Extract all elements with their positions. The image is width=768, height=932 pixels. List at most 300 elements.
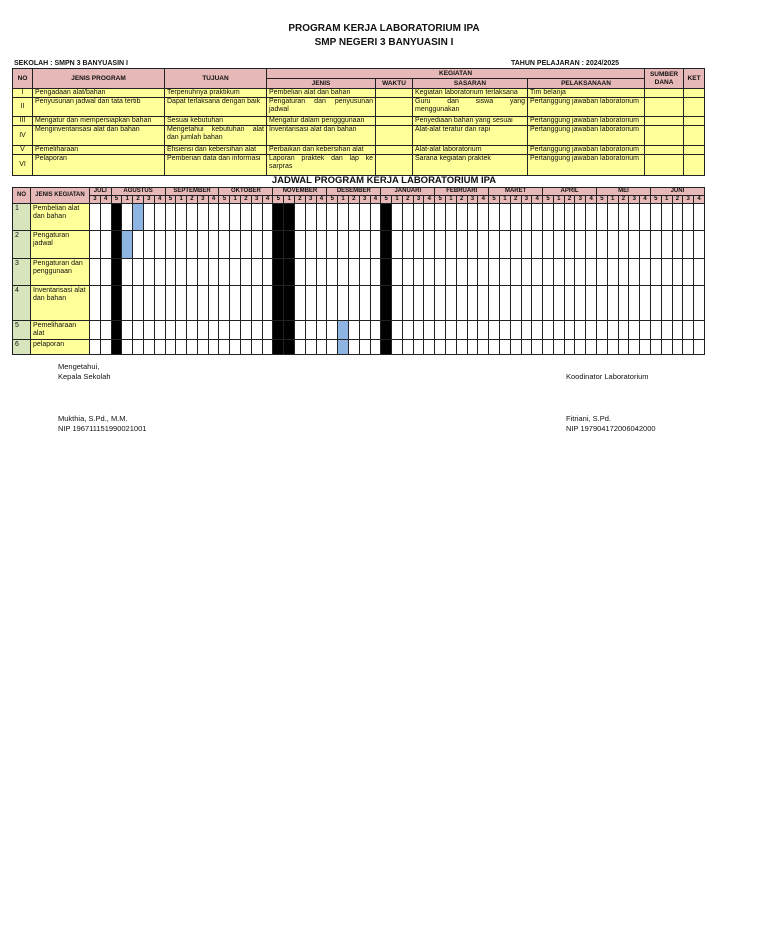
week-cell <box>133 259 144 286</box>
week-cell <box>650 204 661 231</box>
month-januari: JANUARI <box>381 188 435 196</box>
week-cell <box>154 286 165 321</box>
week-cell <box>629 204 640 231</box>
week-cell <box>629 321 640 340</box>
week-cell <box>661 231 672 259</box>
week-cell <box>154 204 165 231</box>
koordinator-label: Koodinator Laboratorium <box>566 372 649 381</box>
week-cell <box>262 204 273 231</box>
week-cell <box>348 259 359 286</box>
week-cell <box>618 321 629 340</box>
month-november: NOVEMBER <box>273 188 327 196</box>
week-cell <box>413 259 424 286</box>
doc-subtitle: SMP NEGERI 3 BANYUASIN I <box>314 37 454 48</box>
week-label: 1 <box>392 196 403 204</box>
week-cell <box>327 321 338 340</box>
week-cell <box>510 286 521 321</box>
week-cell <box>446 259 457 286</box>
week-cell <box>683 286 694 321</box>
schedule-row <box>13 286 705 321</box>
week-cell <box>305 340 316 355</box>
week-label: 5 <box>650 196 661 204</box>
month-april: APRIL <box>543 188 597 196</box>
week-cell <box>661 321 672 340</box>
week-cell <box>413 321 424 340</box>
year-label: TAHUN PELAJARAN : 2024/2025 <box>511 60 620 67</box>
week-cell <box>499 286 510 321</box>
week-cell <box>338 231 349 259</box>
week-cell <box>694 259 705 286</box>
cell-jenis: Laporan praktek dan lap ke sarpras <box>267 155 376 176</box>
cell-sumber-dana <box>645 155 684 176</box>
week-cell <box>586 259 597 286</box>
week-cell <box>208 204 219 231</box>
week-label: 1 <box>230 196 241 204</box>
cell-pelaksanaan: Tim belanja <box>528 89 645 98</box>
cell-jenis-program: Menginventarisasi alat dan bahan <box>33 126 165 146</box>
week-cell <box>650 340 661 355</box>
week-cell <box>478 231 489 259</box>
week-cell <box>640 286 651 321</box>
row-no: 5 <box>13 321 31 340</box>
week-cell <box>262 259 273 286</box>
week-cell <box>100 204 111 231</box>
header-no: NO <box>13 69 33 89</box>
week-cell <box>370 231 381 259</box>
week-cell <box>413 286 424 321</box>
week-cell <box>90 321 101 340</box>
month-juli: JULI <box>90 188 112 196</box>
week-cell <box>402 204 413 231</box>
cell-tujuan: Efisiensi dan kebersihan alat <box>165 146 267 155</box>
week-label: 4 <box>424 196 435 204</box>
week-label: 5 <box>597 196 608 204</box>
week-cell <box>521 321 532 340</box>
week-cell <box>305 204 316 231</box>
week-cell <box>446 204 457 231</box>
week-cell <box>187 204 198 231</box>
week-label: 3 <box>197 196 208 204</box>
week-cell <box>489 321 500 340</box>
week-cell <box>100 340 111 355</box>
week-cell <box>629 286 640 321</box>
header-jenis: JENIS <box>267 79 376 89</box>
cell-no: V <box>13 146 33 155</box>
week-cell <box>100 259 111 286</box>
week-cell <box>122 259 133 286</box>
week-cell <box>348 204 359 231</box>
week-cell <box>661 259 672 286</box>
week-cell <box>456 286 467 321</box>
week-cell <box>262 231 273 259</box>
week-cell <box>683 340 694 355</box>
month-mei: MEI <box>597 188 651 196</box>
holiday-cell <box>111 231 122 259</box>
header-pelaksanaan: PELAKSANAAN <box>528 79 645 89</box>
cell-sasaran: Alat-alat laboratorium <box>413 146 528 155</box>
week-cell <box>467 231 478 259</box>
week-cell <box>694 321 705 340</box>
week-cell <box>241 340 252 355</box>
week-label: 1 <box>553 196 564 204</box>
week-cell <box>489 231 500 259</box>
week-cell <box>241 231 252 259</box>
week-label: 3 <box>251 196 262 204</box>
week-cell <box>241 286 252 321</box>
week-cell <box>553 259 564 286</box>
header-jenis-program: JENIS PROGRAM <box>33 69 165 89</box>
week-cell <box>456 259 467 286</box>
week-label: 3 <box>575 196 586 204</box>
jadwal-title: JADWAL PROGRAM KERJA LABORATORIUM IPA <box>271 175 497 186</box>
week-label: 2 <box>672 196 683 204</box>
signature-left <box>58 362 146 434</box>
week-cell <box>564 259 575 286</box>
week-cell <box>564 340 575 355</box>
week-cell <box>597 340 608 355</box>
week-cell <box>456 340 467 355</box>
week-cell <box>586 340 597 355</box>
cell-jenis: Mengatur dalam pengggunaan <box>267 117 376 126</box>
week-cell <box>122 204 133 231</box>
holiday-cell <box>381 321 392 340</box>
week-cell <box>316 231 327 259</box>
week-label: 2 <box>618 196 629 204</box>
cell-ket <box>684 126 705 146</box>
week-cell <box>327 259 338 286</box>
week-label: 1 <box>176 196 187 204</box>
week-cell <box>402 259 413 286</box>
week-cell <box>424 340 435 355</box>
week-cell <box>90 340 101 355</box>
week-cell <box>607 231 618 259</box>
week-cell <box>90 204 101 231</box>
cell-waktu <box>376 126 413 146</box>
month-header-row <box>13 188 705 196</box>
cell-waktu <box>376 117 413 126</box>
week-cell <box>402 231 413 259</box>
week-label: 4 <box>478 196 489 204</box>
week-cell <box>143 204 154 231</box>
week-cell <box>143 340 154 355</box>
week-cell <box>564 286 575 321</box>
week-cell <box>629 231 640 259</box>
header-tujuan: TUJUAN <box>165 69 267 89</box>
week-cell <box>521 340 532 355</box>
week-cell <box>413 204 424 231</box>
week-cell <box>197 340 208 355</box>
week-cell <box>575 259 586 286</box>
holiday-cell <box>284 231 295 259</box>
week-cell <box>359 340 370 355</box>
cell-waktu <box>376 155 413 176</box>
week-cell <box>295 340 306 355</box>
week-cell <box>197 231 208 259</box>
week-cell <box>187 340 198 355</box>
week-cell <box>370 286 381 321</box>
cell-pelaksanaan: Pertanggung jawaban laboratorium <box>528 98 645 117</box>
week-cell <box>650 321 661 340</box>
week-cell <box>543 286 554 321</box>
week-cell <box>467 286 478 321</box>
week-cell <box>510 231 521 259</box>
week-cell <box>424 259 435 286</box>
cell-sasaran: Penyediaan bahan yang sesuai <box>413 117 528 126</box>
week-label: 5 <box>219 196 230 204</box>
week-cell <box>305 321 316 340</box>
week-cell <box>413 231 424 259</box>
week-cell <box>597 231 608 259</box>
week-label: 2 <box>348 196 359 204</box>
week-cell <box>316 321 327 340</box>
cell-jenis: Perbaikan dan kebersihan alat <box>267 146 376 155</box>
week-cell <box>694 340 705 355</box>
week-cell <box>661 286 672 321</box>
week-cell <box>435 286 446 321</box>
week-cell <box>251 259 262 286</box>
doc-title: PROGRAM KERJA LABORATORIUM IPA <box>288 23 480 34</box>
row-no: 2 <box>13 231 31 259</box>
cell-jenis-program: Penyusunan jadwal dan tata tertib <box>33 98 165 117</box>
cell-no: IV <box>13 126 33 146</box>
schedule-row <box>13 340 705 355</box>
week-label: 4 <box>640 196 651 204</box>
week-label: 2 <box>295 196 306 204</box>
cell-sasaran: Alat-alat teratur dan rapi <box>413 126 528 146</box>
schedule-row <box>13 259 705 286</box>
holiday-cell <box>111 259 122 286</box>
week-cell <box>435 204 446 231</box>
row-kegiatan: Inventarisasi alat dan bahan <box>31 286 90 321</box>
week-cell <box>499 259 510 286</box>
week-cell <box>392 340 403 355</box>
week-cell <box>456 321 467 340</box>
cell-sasaran: Kegiatan laboratorium terlaksana <box>413 89 528 98</box>
cell-sumber-dana <box>645 117 684 126</box>
week-cell <box>176 340 187 355</box>
week-cell <box>575 204 586 231</box>
week-cell <box>564 204 575 231</box>
week-cell <box>597 259 608 286</box>
week-cell <box>143 321 154 340</box>
week-label: 5 <box>489 196 500 204</box>
week-cell <box>154 259 165 286</box>
week-cell <box>230 340 241 355</box>
cell-ket <box>684 89 705 98</box>
week-cell <box>338 259 349 286</box>
week-cell <box>133 286 144 321</box>
week-cell <box>133 340 144 355</box>
week-cell <box>338 286 349 321</box>
week-cell <box>100 286 111 321</box>
week-cell <box>262 286 273 321</box>
week-cell <box>499 231 510 259</box>
program-row <box>13 126 705 146</box>
schedule-row <box>13 231 705 259</box>
week-cell <box>424 286 435 321</box>
week-cell <box>586 231 597 259</box>
program-row <box>13 89 705 98</box>
week-cell <box>510 321 521 340</box>
week-cell <box>467 321 478 340</box>
week-cell <box>607 259 618 286</box>
cell-jenis: Pembelian alat dan bahan <box>267 89 376 98</box>
week-cell <box>143 231 154 259</box>
week-label: 3 <box>413 196 424 204</box>
week-cell <box>543 321 554 340</box>
week-cell <box>607 204 618 231</box>
week-cell <box>241 321 252 340</box>
week-label: 4 <box>316 196 327 204</box>
week-cell <box>672 286 683 321</box>
week-cell <box>402 340 413 355</box>
week-header-row <box>13 196 705 204</box>
week-cell <box>435 231 446 259</box>
cell-no: II <box>13 98 33 117</box>
week-cell <box>359 259 370 286</box>
week-cell <box>230 231 241 259</box>
week-cell <box>165 204 176 231</box>
week-label: 4 <box>100 196 111 204</box>
month-agustus: AGUSTUS <box>111 188 165 196</box>
week-cell <box>316 259 327 286</box>
week-label: 5 <box>381 196 392 204</box>
week-cell <box>694 231 705 259</box>
cell-waktu <box>376 89 413 98</box>
week-label: 4 <box>262 196 273 204</box>
week-cell <box>165 231 176 259</box>
holiday-cell <box>111 321 122 340</box>
week-cell <box>241 204 252 231</box>
week-label: 5 <box>327 196 338 204</box>
week-cell <box>553 204 564 231</box>
week-cell <box>446 321 457 340</box>
week-label: 1 <box>284 196 295 204</box>
week-cell <box>499 321 510 340</box>
row-kegiatan: pelaporan <box>31 340 90 355</box>
cell-sasaran: Sarana kegiatan praktek <box>413 155 528 176</box>
school-label: SEKOLAH : SMPN 3 BANYUASIN I <box>14 60 128 67</box>
week-cell <box>629 259 640 286</box>
cell-no: VI <box>13 155 33 176</box>
principal-nip: NIP 196711151990021001 <box>58 424 147 433</box>
holiday-cell <box>284 286 295 321</box>
week-label: 4 <box>154 196 165 204</box>
week-cell <box>683 231 694 259</box>
week-cell <box>348 286 359 321</box>
header-kegiatan: KEGIATAN <box>267 69 645 79</box>
cell-jenis-program: Pelaporan <box>33 155 165 176</box>
week-cell <box>392 286 403 321</box>
week-cell <box>672 259 683 286</box>
week-cell <box>575 340 586 355</box>
week-cell <box>532 286 543 321</box>
week-cell <box>478 340 489 355</box>
row-no: 6 <box>13 340 31 355</box>
week-cell <box>165 340 176 355</box>
week-cell <box>521 204 532 231</box>
week-cell <box>564 231 575 259</box>
week-cell <box>348 340 359 355</box>
month-juni: JUNI <box>650 188 704 196</box>
week-cell <box>219 340 230 355</box>
week-cell <box>90 231 101 259</box>
week-cell <box>435 340 446 355</box>
week-cell <box>392 231 403 259</box>
week-cell <box>640 340 651 355</box>
week-label: 2 <box>456 196 467 204</box>
week-label: 5 <box>111 196 122 204</box>
week-cell <box>251 286 262 321</box>
week-cell <box>327 286 338 321</box>
week-cell <box>295 259 306 286</box>
week-cell <box>359 231 370 259</box>
week-cell <box>683 259 694 286</box>
week-cell <box>305 286 316 321</box>
week-cell <box>187 321 198 340</box>
week-cell <box>640 231 651 259</box>
week-cell <box>251 340 262 355</box>
week-cell <box>467 259 478 286</box>
week-cell <box>295 204 306 231</box>
week-label: 1 <box>607 196 618 204</box>
week-cell <box>176 321 187 340</box>
week-label: 4 <box>694 196 705 204</box>
week-label: 2 <box>241 196 252 204</box>
cell-tujuan: Pemberian data dan informasi <box>165 155 267 176</box>
week-cell <box>187 259 198 286</box>
week-cell <box>392 321 403 340</box>
week-cell <box>402 286 413 321</box>
week-cell <box>543 340 554 355</box>
week-cell <box>575 321 586 340</box>
week-label: 3 <box>629 196 640 204</box>
header-jenis-kegiatan: JENIS KEGIATAN <box>31 188 90 204</box>
holiday-cell <box>111 204 122 231</box>
week-label: 2 <box>564 196 575 204</box>
week-cell <box>532 259 543 286</box>
month-desember: DESEMBER <box>327 188 381 196</box>
week-cell <box>446 340 457 355</box>
cell-tujuan: Sesuai kebutuhan <box>165 117 267 126</box>
week-cell <box>165 321 176 340</box>
week-label: 3 <box>683 196 694 204</box>
week-label: 4 <box>586 196 597 204</box>
row-kegiatan: Pembelian alat dan bahan <box>31 204 90 231</box>
week-cell <box>467 204 478 231</box>
week-cell <box>219 259 230 286</box>
week-cell <box>553 340 564 355</box>
row-no: 3 <box>13 259 31 286</box>
week-cell <box>499 340 510 355</box>
row-kegiatan: Pengaturan jadwal <box>31 231 90 259</box>
principal-name: Mukthia, S.Pd., M.M. <box>58 414 128 423</box>
week-cell <box>251 321 262 340</box>
week-cell <box>359 286 370 321</box>
week-cell <box>446 231 457 259</box>
week-cell <box>143 259 154 286</box>
week-cell <box>122 286 133 321</box>
week-cell <box>424 231 435 259</box>
holiday-cell <box>381 340 392 355</box>
week-cell <box>607 286 618 321</box>
row-no: 4 <box>13 286 31 321</box>
week-cell <box>510 204 521 231</box>
holiday-cell <box>284 321 295 340</box>
week-cell <box>672 231 683 259</box>
week-cell <box>90 259 101 286</box>
week-label: 4 <box>370 196 381 204</box>
